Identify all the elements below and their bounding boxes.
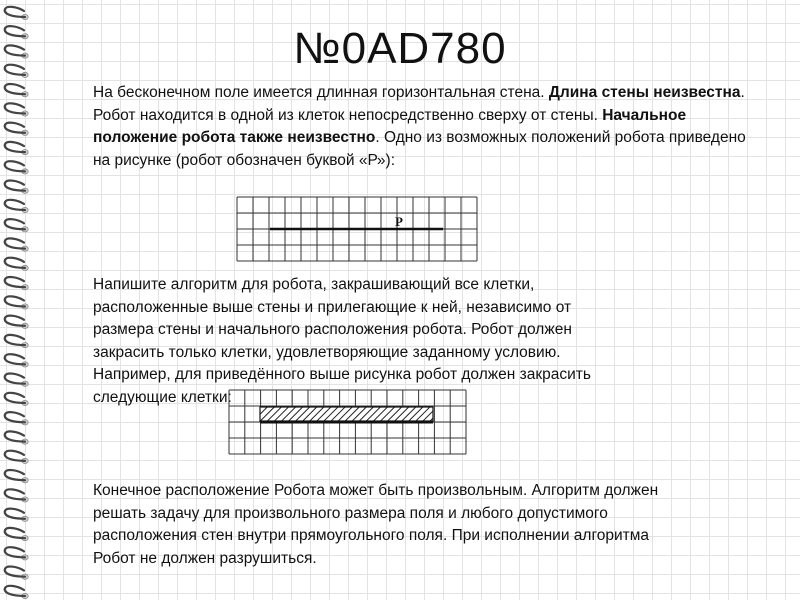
painted-cells-strip bbox=[260, 407, 433, 421]
paragraph-line: Робот не должен разрушиться. bbox=[93, 549, 317, 567]
robot-marker: Р bbox=[395, 214, 403, 229]
spiral-ring bbox=[5, 509, 28, 522]
page-title: №0AD780 bbox=[293, 24, 507, 73]
paragraph-line: Напишите алгоритм для робота, закрашивающий все клетки, bbox=[93, 276, 535, 293]
spiral-ring bbox=[5, 316, 28, 329]
spiral-ring bbox=[5, 238, 28, 251]
paragraph-line: Конечное расположение Робота может быть произвольным. Алгоритм должен bbox=[93, 482, 659, 499]
spiral-ring bbox=[5, 431, 28, 444]
spiral-ring bbox=[5, 7, 28, 20]
spiral-ring bbox=[5, 354, 28, 367]
spiral-ring bbox=[5, 567, 28, 580]
spiral-ring bbox=[5, 84, 28, 97]
spiral-ring bbox=[5, 296, 28, 309]
field-figure-initial bbox=[236, 196, 479, 262]
spiral-ring bbox=[5, 123, 28, 136]
field-figure-painted bbox=[228, 389, 468, 456]
notebook-spiral-binding bbox=[0, 0, 38, 600]
spiral-ring bbox=[5, 451, 28, 464]
spiral-ring bbox=[5, 586, 28, 599]
paragraph-line: решать задачу для произвольного размера поля и любого допустимого bbox=[93, 504, 608, 522]
spiral-ring bbox=[5, 258, 28, 271]
spiral-ring bbox=[5, 393, 28, 406]
spiral-ring bbox=[5, 528, 28, 541]
task-emphasis-robot-position: Начальное положение робота также неизвестно bbox=[93, 106, 687, 146]
spiral-ring bbox=[5, 200, 28, 213]
task-text: На бесконечном поле имеется длинная горизонтальная стена. bbox=[93, 84, 549, 101]
paragraph-line: следующие клетки: bbox=[93, 388, 232, 406]
spiral-ring bbox=[5, 470, 28, 483]
task-emphasis-wall-length: Длина стены неизвестна bbox=[548, 84, 741, 101]
spiral-ring bbox=[5, 103, 28, 116]
paragraph-line: размера стены и начального расположения робота. Робот должен bbox=[93, 321, 572, 338]
spiral-ring bbox=[5, 181, 28, 194]
spiral-ring bbox=[5, 335, 28, 348]
spiral-ring bbox=[5, 547, 28, 560]
final-conditions-paragraph bbox=[93, 480, 753, 570]
spiral-ring bbox=[5, 489, 28, 502]
task-description-paragraph bbox=[93, 82, 753, 172]
task-text: . Робот находится в одной из клеток непосредственно сверху от стены. bbox=[93, 84, 745, 124]
spiral-ring bbox=[5, 412, 28, 425]
task-text: . Одно из возможных положений робота приведено на рисунке (робот обозначен буквой «Р»): bbox=[93, 129, 746, 169]
paragraph-line: закрасить только клетки, удовлетворяющие заданному условию. bbox=[93, 343, 561, 361]
paragraph-line: расположения стен внутри прямоугольного поля. При исполнении алгоритма bbox=[93, 527, 650, 544]
spiral-ring bbox=[5, 277, 28, 290]
spiral-ring bbox=[5, 374, 28, 387]
spiral-ring bbox=[5, 142, 28, 155]
paragraph-line: Например, для приведённого выше рисунка робот должен закрасить bbox=[93, 366, 591, 383]
spiral-ring bbox=[5, 219, 28, 232]
spiral-ring bbox=[5, 161, 28, 174]
paragraph-line: расположенные выше стены и прилегающие к ней, независимо от bbox=[93, 298, 572, 316]
